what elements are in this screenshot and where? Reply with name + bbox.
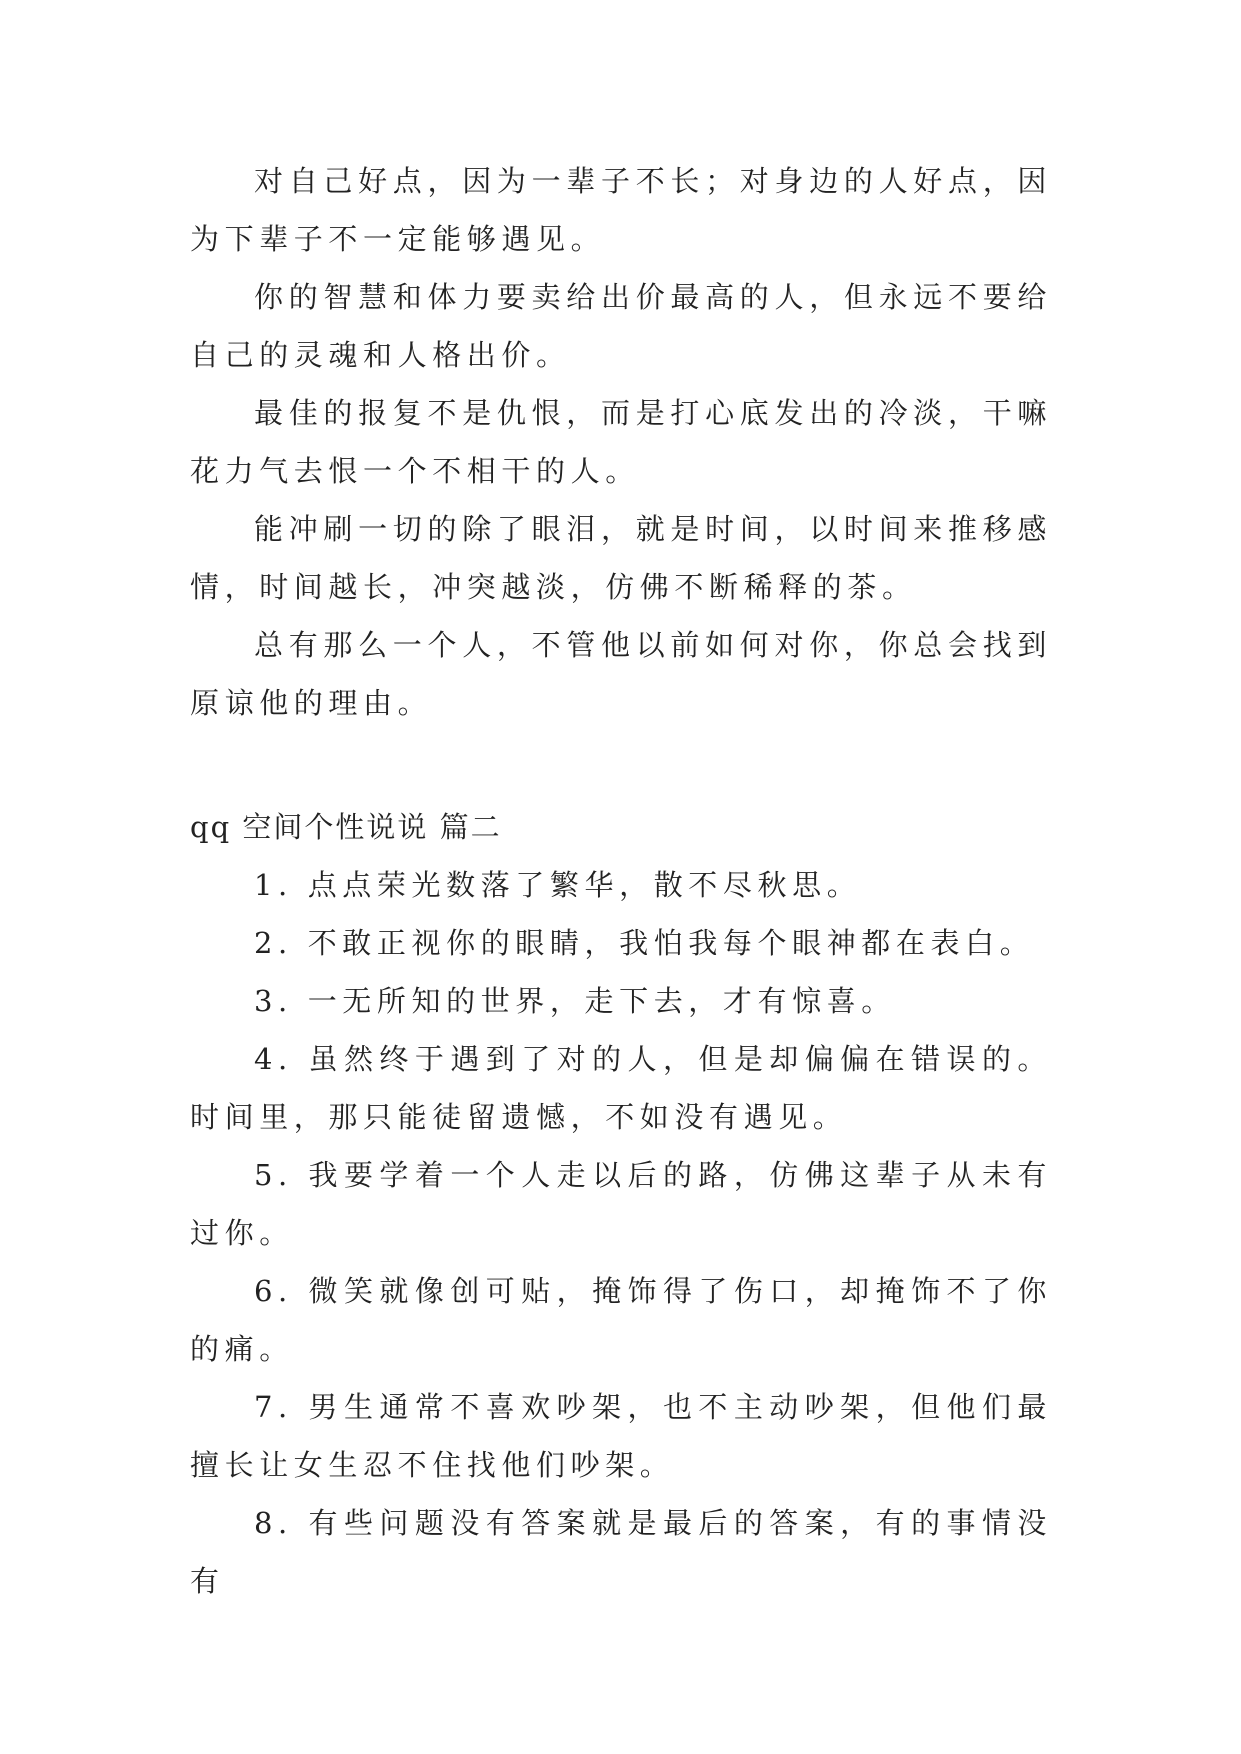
list-item-text: 不敢正视你的眼睛，我怕我每个眼神都在表白。	[307, 926, 1035, 960]
list-item-text: 有些问题没有答案就是最后的答案，有的事情没有	[190, 1506, 1052, 1598]
list-item	[190, 914, 1052, 972]
list-item	[190, 972, 1052, 1030]
paragraph: 总有那么一个人，不管他以前如何对你，你总会找到原谅他的理由。	[190, 628, 1052, 720]
list-item-number: 1.	[254, 868, 293, 902]
list-item	[190, 1378, 1052, 1494]
list-item-number: 6.	[254, 1274, 293, 1308]
section-heading: qq 空间个性说说 篇二	[190, 810, 502, 844]
list-item	[190, 1030, 1052, 1146]
list-item-text: 虽然终于遇到了对的人，但是却偏偏在错误的。时间里，那只能徒留遗憾，不如没有遇见。	[190, 1042, 1052, 1134]
paragraph: 最佳的报复不是仇恨，而是打心底发出的冷淡，干嘛花力气去恨一个不相干的人。	[190, 396, 1052, 488]
list-item-number: 2.	[254, 926, 293, 960]
list-item-text: 我要学着一个人走以后的路，仿佛这辈子从未有过你。	[190, 1158, 1052, 1250]
list-item	[190, 1262, 1052, 1378]
list-item	[190, 1494, 1052, 1610]
list-item-text: 点点荣光数落了繁华，散不尽秋思。	[307, 868, 862, 902]
list-item-text: 男生通常不喜欢吵架，也不主动吵架，但他们最擅长让女生忍不住找他们吵架。	[190, 1390, 1052, 1482]
list-item-number: 8.	[254, 1506, 293, 1540]
paragraph: 对自己好点，因为一辈子不长；对身边的人好点，因为下辈子不一定能够遇见。	[190, 164, 1052, 256]
list-item-number: 5.	[254, 1158, 293, 1192]
paragraph: 能冲刷一切的除了眼泪，就是时间，以时间来推移感情，时间越长，冲突越淡，仿佛不断稀释的茶。	[190, 512, 1052, 604]
paragraph: 你的智慧和体力要卖给出价最高的人，但永远不要给自己的灵魂和人格出价。	[190, 280, 1052, 372]
intro-section	[190, 152, 1052, 732]
list-item-text: 一无所知的世界，走下去，才有惊喜。	[307, 984, 896, 1018]
list-item-number: 4.	[254, 1042, 293, 1076]
list-item-text: 微笑就像创可贴，掩饰得了伤口，却掩饰不了你的痛。	[190, 1274, 1052, 1366]
numbered-list	[190, 856, 1052, 1610]
list-item	[190, 1146, 1052, 1262]
list-item	[190, 856, 1052, 914]
list-item-number: 3.	[254, 984, 293, 1018]
list-item-number: 7.	[254, 1390, 293, 1424]
